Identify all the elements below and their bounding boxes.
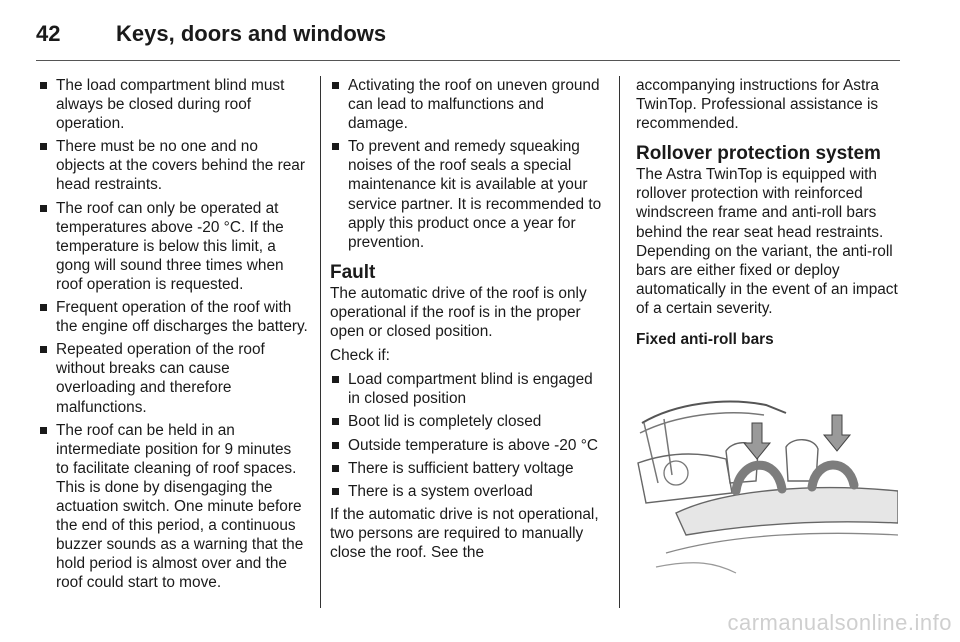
fault-heading: Fault: [330, 261, 376, 283]
list-item: Activating the roof on uneven ground can lead to malfunctions and damage.: [330, 76, 606, 133]
fault-intro: The automatic drive of the roof is only operational if the roof is in the proper open or closed position.: [330, 284, 587, 341]
list-item: There is a system overload: [330, 482, 606, 501]
list-item: There is sufficient battery voltage: [330, 459, 606, 478]
column-2: [330, 76, 606, 567]
list-item: Boot lid is completely closed: [330, 412, 606, 431]
column-divider-1: [320, 76, 321, 608]
list-item: The roof can be held in an intermediate position for 9 minutes to facilitate cleaning of roof spaces. This is done by disengaging the actuation switch. One minute before the end of this period, a continuous buzzer sounds as a warning that the hold period is almost over and the roof could start to move.: [38, 421, 308, 593]
list-item: The roof can only be operated at temperatures above -20 °C. If the temperature is below this limit, a gong will sound three times when roof operation is requested.: [38, 199, 308, 294]
closing-text: If the automatic drive is not operational, two persons are required to manually close the roof. See the: [330, 505, 599, 561]
page-title: Keys, doors and windows: [116, 21, 387, 46]
list-item: The load compartment blind must always be closed during roof operation.: [38, 76, 308, 133]
list-item: Frequent operation of the roof with the engine off discharges the battery.: [38, 298, 308, 336]
page-header: [36, 14, 386, 54]
list-item: There must be no one and no objects at the covers behind the rear head restraints.: [38, 137, 308, 194]
list-item: Load compartment blind is engaged in closed position: [330, 370, 606, 408]
continued-text: accompanying instructions for Astra TwinTop. Professional assistance is recommended.: [636, 77, 879, 133]
fixed-anti-roll-heading: Fixed anti-roll bars: [636, 331, 774, 349]
list-item: Outside temperature is above -20 °C: [330, 436, 606, 455]
check-if-label: Check if:: [330, 347, 390, 365]
list-item: Repeated operation of the roof without breaks can cause overloading and therefore malfunctions.: [38, 340, 308, 416]
list-item: To prevent and remedy squeaking noises of the roof seals a special maintenance kit is available at your service partner. It is recommended to apply this product once a year for prevention.: [330, 137, 606, 252]
column-1: [38, 76, 308, 596]
column-divider-2: [619, 76, 620, 608]
fault-checklist: [330, 370, 606, 501]
rollover-heading: Rollover protection system: [636, 143, 881, 165]
column-3: [636, 76, 906, 575]
anti-roll-bars-illustration-icon: [636, 363, 898, 575]
rollover-text: The Astra TwinTop is equipped with rollover protection with reinforced windscreen frame and anti-roll bars behind the rear seat head restraints. Depending on the variant, the anti-roll bars are either fixed or deploy automatically in the event of an impact of a certain severity.: [636, 166, 898, 317]
watermark: carmanualsonline.info: [727, 610, 952, 635]
precautions-list: [38, 76, 308, 592]
header-rule: [36, 60, 900, 61]
page-number: 42: [36, 21, 61, 46]
precautions-list-continued: [330, 76, 606, 252]
